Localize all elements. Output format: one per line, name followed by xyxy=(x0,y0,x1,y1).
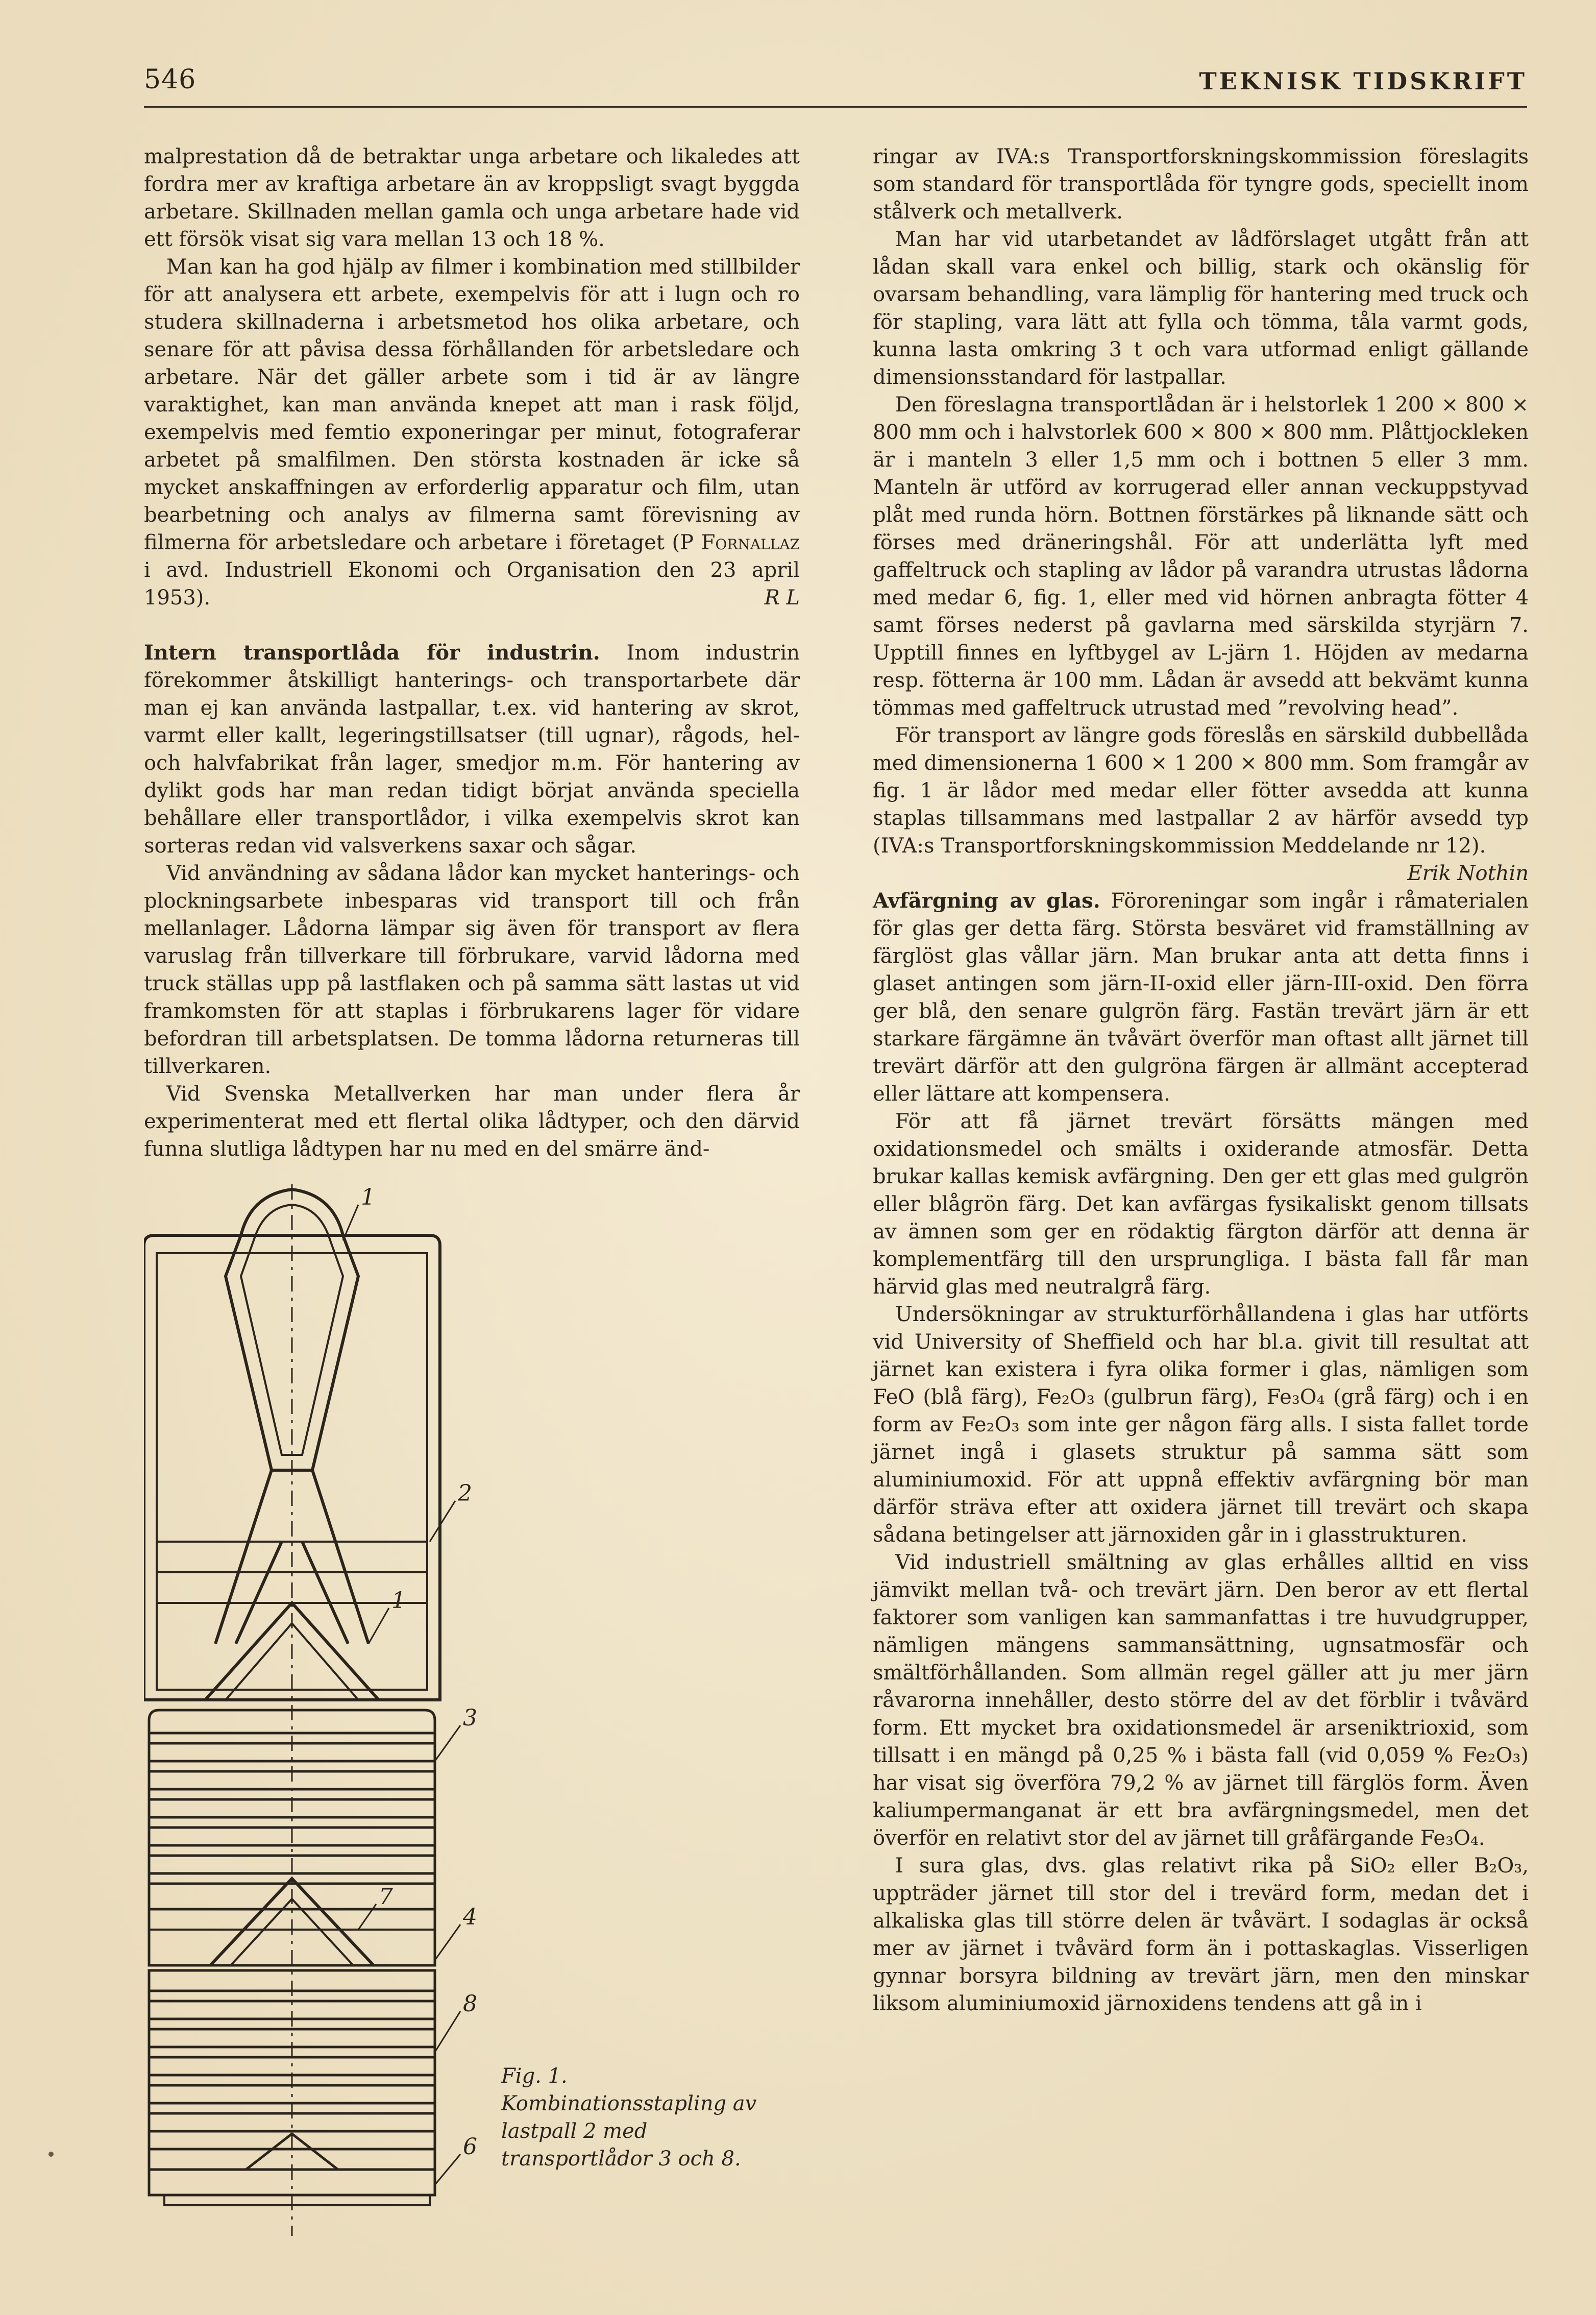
paragraph: Man har vid utarbetandet av lådförslaget utgått från att lådan skall vara enkel och billig, stark och okänslig för ovarsam behandling, vara lämplig för hantering med truck och för stapling, vara lätt att fylla och tömma, tåla varmt gods, kunna lasta omkring 3 t och vara utformad enligt gällande dimensionsstandard för lastpallar. xyxy=(873,228,1529,389)
section-headline: Avfärgning av glas. xyxy=(873,889,1100,913)
paragraph: Vid Svenska Metallverken har man under flera år experimenterat med ett flertal olika lådtyper, och den därvid funna slutliga lådtypen har nu med en del smärre änd- xyxy=(144,1082,800,1161)
paragraph: Intern transportlåda för industrin. Inom industrin förekommer åtskilligt hanterings- och transportarbete där man ej kan använda lastpallar, t.ex. vid hantering av skrot, varmt eller kallt, legeringstillsatser (till ugnar), rågods, hel- och halvfabrikat från lager, smedjor m.m. För hantering av dylikt gods har man redan tidigt börjat använda speciella behållare eller transportlådor, i vilka exempelvis skrot kan sorteras redan vid valsverkens saxar och sågar. xyxy=(144,641,800,858)
figure-label-7: 7 xyxy=(379,1884,393,1910)
paragraph: malprestation då de betraktar unga arbetare och likaledes att fordra mer av kraftiga arbetare än av kroppsligt svagt byggda arbetare. Skillnaden mellan gamla och unga arbetare hade vid ett försök visat sig vara mellan 13 och 18 %. xyxy=(144,145,800,251)
paragraph: Man kan ha god hjälp av filmer i kombination med stillbilder för att analysera ett arbete, exempelvis för att i lugn och ro studera skillnaderna i arbetsmetod hos olika arbetare, och senare för att påvisa dessa förhållanden för arbetsledare och arbetare. När det gäller arbete som i tid är av längre varaktighet, kan man använda knepet att man i rask följd, exempelvis med femtio exponeringar per minut, fotograferar arbetet på smalfilmen. Den största kostnaden är icke så mycket anskaffningen av erforderlig apparatur och film, utan bearbetning och analys av filmerna samt förevisning av filmerna för arbetsledare och arbetare i företaget (P Fornallaz i avd. Industriell Ekonomi och Organisation den 23 april 1953). R L xyxy=(144,253,800,612)
lower-box xyxy=(149,1970,435,2149)
paragraph: För transport av längre gods föreslås en särskild dubbellåda med dimensionerna 1 600 × 1 200 × 800 mm. Som framgår av fig. 1 är lådor med medar eller fötter avsedda att kunna staplas tillsammans med lastpallar 2 av härför avsedd typ (IVA:s Transportforskningskommission Meddelande nr 12). Erik Nothin xyxy=(873,722,1529,860)
left-column xyxy=(144,143,800,1163)
paragraph: I sura glas, dvs. glas relativt rika på SiO₂ eller B₂O₃, uppträder järnet till stor del i trevärd form, medan det i alkaliska glas till större delen är tvåvärt. I sodaglas är också mer av järnet i tvåvärd form än i pottaskaglas. Visserligen gynnar borsyra bildning av trevärt järn, men den minskar liksom aluminiumoxid järnoxidens tendens att gå in i xyxy=(873,1854,1529,2015)
paragraph: Vid användning av sådana lådor kan mycket hanterings- och plockningsarbete inbesparas vid transport till och från mellanlager. Lådorna lämpar sig även för transport av flera varuslag från tillverkare till förbrukare, varvid lådorna med truck ställas upp på lastflaken och på samma sätt lastas ut vid framkomsten för att staplas i förbrukarens lager för vidare befordran till arbetsplatsen. De tomma lådorna returneras till tillverkaren. xyxy=(144,862,800,1078)
signature: Erik Nothin xyxy=(1407,862,1529,885)
paragraph: Avfärgning av glas. Föroreningar som ingår i råmaterialen för glas ger detta färg. Största besväret vid framställning av färglöst glas vållar järn. Man brukar anta att detta finns i glaset antingen som järn-II-oxid eller järn-III-oxid. Den förra ger blå, den senare gulgrön färg. Fastän trevärt järn är ett starkare färgämne än tvåvärt överför man oftast allt järnet till trevärt därför att den gulgröna färgen är allmänt accepterad eller lättare att kompensera. xyxy=(873,889,1529,1106)
figure-label-1b: 1 xyxy=(391,1588,406,1614)
signature: R L xyxy=(764,586,800,610)
figure-label-1a: 1 xyxy=(361,1184,375,1210)
page-header xyxy=(144,60,1527,108)
journal-title: TEKNISK TIDSKRIFT xyxy=(1199,67,1527,95)
paragraph: Undersökningar av strukturförhållandena i glas har utförts vid University of Sheffield och har bl.a. givit till resultat att järnet kan existera i fyra olika former i glas, nämligen som FeO (blå färg), Fe₂O₃ (gulbrun färg), Fe₃O₄ (grå färg) och i en form av Fe₂O₃ som inte ger någon färg alls. I sista fallet torde järnet ingå i glasets struktur på samma sätt som aluminiumoxid. För att uppnå effektiv avfärgning bör man därför sträva efter att oxidera järnet till trevärt och skapa sådana betingelser att järnoxiden går in i glasstrukturen. xyxy=(873,1303,1529,1547)
figure-caption: Fig. 1. Kombinationsstapling av lastpall 2 med transportlådor 3 och 8. xyxy=(501,2064,757,2171)
leader-lines xyxy=(343,1205,460,2185)
figure-label-3: 3 xyxy=(463,1705,477,1731)
author-name: Fornallaz xyxy=(701,531,800,554)
paragraph: För att få järnet trevärt försätts mängen med oxidationsmedel och smälts i oxiderande atmosfär. Detta brukar kallas kemisk avfärgning. Den ger ett glas med gulgrön eller blågrön färg. Det kan avfärgas fysikaliskt genom tillsats av ämnen som ger en rödaktig färgton därför att denna är komplementfärg till den ursprungliga. I bästa fall får man härvid glas med neutralgrå färg. xyxy=(873,1110,1529,1299)
bottom-rail xyxy=(164,2195,430,2205)
page-number: 546 xyxy=(144,64,197,95)
figure-label-6: 6 xyxy=(463,2134,477,2160)
figure-label-2: 2 xyxy=(458,1480,472,1506)
figure-1 xyxy=(144,1184,800,2236)
section-headline: Intern transportlåda för industrin. xyxy=(144,641,600,665)
paragraph: ringar av IVA:s Transportforskningskommission föreslagits som standard för transportlåda för tyngre gods, speciellt inom stålverk och metallverk. xyxy=(873,145,1529,224)
right-column xyxy=(873,143,1529,2017)
figure-label-4: 4 xyxy=(463,1904,477,1930)
figure-label-8: 8 xyxy=(463,1991,477,2017)
paper-speck xyxy=(48,2152,54,2157)
paragraph: Den föreslagna transportlådan är i helstorlek 1 200 × 800 × 800 mm och i halvstorlek 600 × 800 × 800 mm. Plåttjockleken är i manteln 3 eller 1,5 mm och i bottnen 5 eller 3 mm. Manteln är utförd av korrugerad eller annan veckuppstyvad plåt med runda hörn. Bottnen förstärkes på liknande sätt och förses med dräneringshål. För att underlätta lyft med gaffeltruck och stapling av lådor på varandra utrustas lådorna med medar 6, fig. 1, eller med vid hörnen anbragta fötter 4 samt förses nederst på gavlarna med särskilda styrjärn 7. Upptill finnes en lyftbygel av L-järn 1. Höjden av medarna resp. fötterna är 100 mm. Lådan är avsedd att bekvämt kunna tömmas med gaffeltruck utrustad med ”revolving head”. xyxy=(873,393,1529,720)
paragraph: Vid industriell smältning av glas erhålles alltid en viss jämvikt mellan två- och trevärt järn. Den beror av ett flertal faktorer som vanligen kan sammanfattas i tre huvudgrupper, nämligen mängens sammansättning, ugnsatmosfär och smältförhållanden. Som allmän regel gäller att ju mer järn råvarorna innehåller, desto större del av det förblir i tvåvärd form. Ett mycket bra oxidationsmedel är arseniktrioxid, som tillsatt i en mängd på 0,25 % i bästa fall (vid 0,059 % Fe₂O₃) har visat sig överföra 79,2 % av järnet till färglös form. Även kaliumpermanganat är ett bra avfärgningsmedel, men det överför en relativt stor del av järnet till gråfärgande Fe₃O₄. xyxy=(873,1551,1529,1850)
